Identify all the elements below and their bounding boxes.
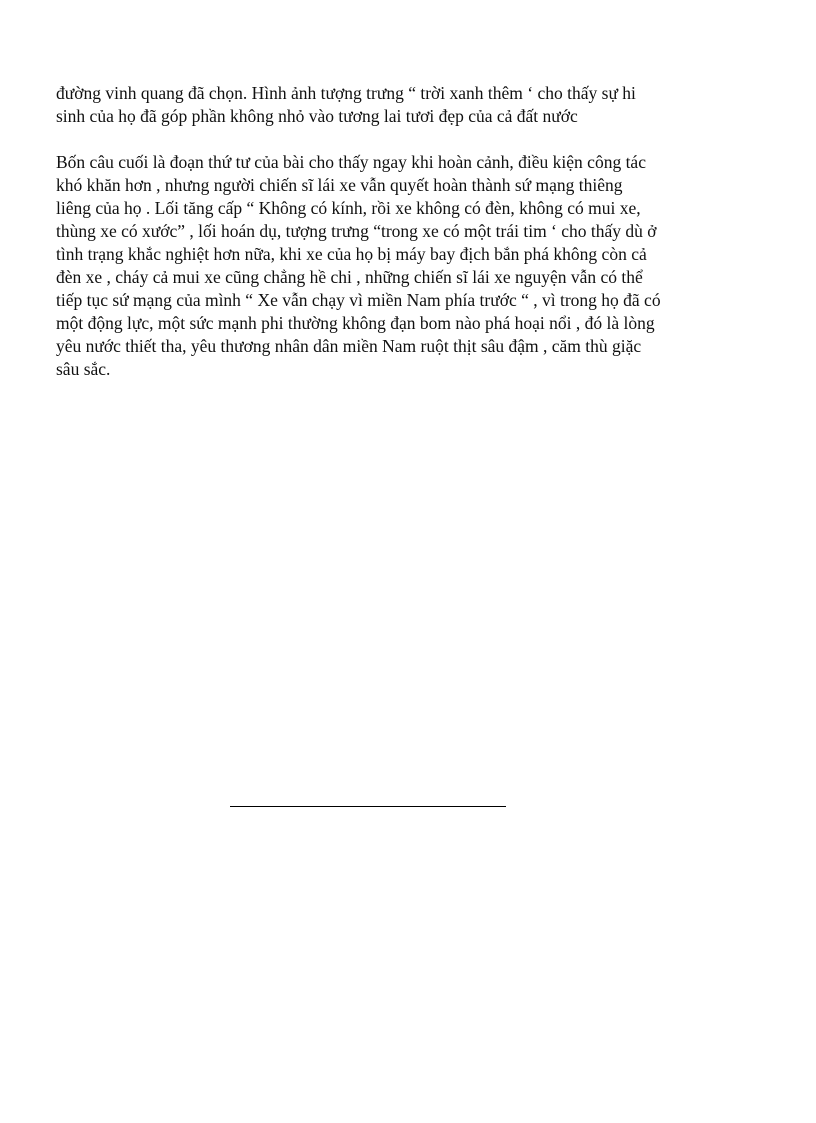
paragraph-2-line-6: đèn xe , cháy cả mui xe cũng chẳng hề chi , những chiến sĩ lái xe nguyện vẫn có thể (56, 267, 643, 287)
paragraph-2-line-10: sâu sắc. (56, 359, 111, 379)
paragraph-2-line-5: tình trạng khắc nghiệt hơn nữa, khi xe của họ bị máy bay địch bắn phá không còn cả (56, 244, 647, 264)
paragraph-2-line-2: khó khăn hơn , nhưng người chiến sĩ lái xe vẫn quyết hoàn thành sứ mạng thiêng (56, 175, 623, 195)
paragraph-2-line-3: liêng của họ . Lối tăng cấp “ Không có kính, rồi xe không có đèn, không có mui xe, (56, 198, 641, 218)
paragraph-1-line-1: đường vinh quang đã chọn. Hình ảnh tượng trưng “ trời xanh thêm ‘ cho thấy sự hi (56, 83, 636, 103)
paragraph-1-line-2: sinh của họ đã góp phần không nhỏ vào tương lai tươi đẹp của cả đất nước (56, 106, 578, 126)
paragraph-2-line-1: Bốn câu cuối là đoạn thứ tư của bài cho thấy ngay khi hoàn cảnh, điều kiện công tác (56, 152, 646, 172)
paragraph-2-line-7: tiếp tục sứ mạng của mình “ Xe vẫn chạy vì miền Nam phía trước “ , vì trong họ đã có (56, 290, 661, 310)
paragraph-2-line-8: một động lực, một sức mạnh phi thường không đạn bom nào phá hoại nổi , đó là lòng (56, 313, 655, 333)
horizontal-divider (230, 806, 506, 807)
paragraph-2-line-4: thùng xe có xước” , lối hoán dụ, tượng trưng “trong xe có một trái tim ‘ cho thấy dù ở (56, 221, 657, 241)
paragraph-2-line-9: yêu nước thiết tha, yêu thương nhân dân miền Nam ruột thịt sâu đậm , căm thù giặc (56, 336, 642, 356)
